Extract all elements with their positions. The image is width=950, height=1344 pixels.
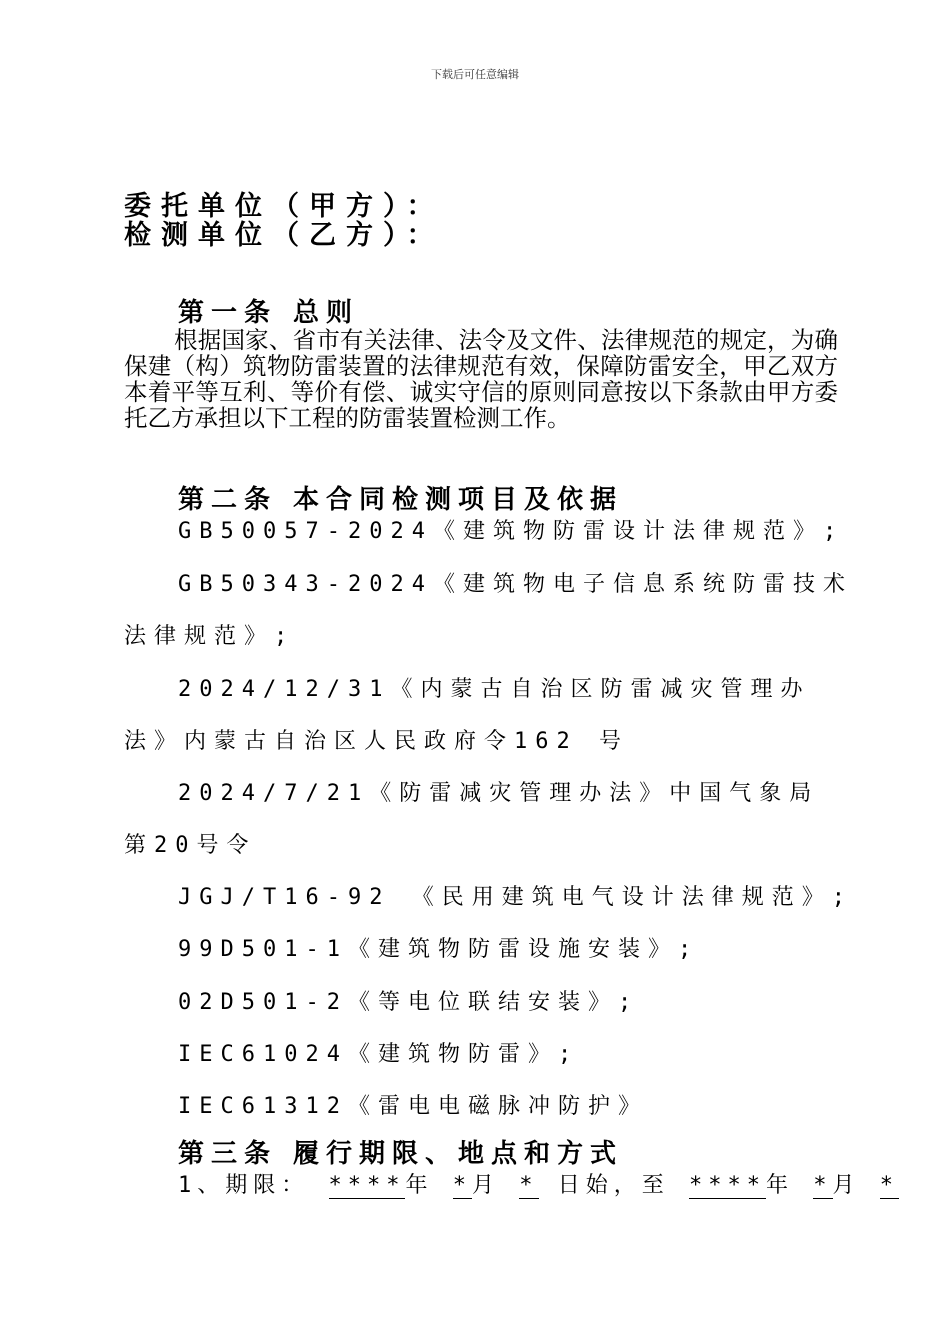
end-year-field[interactable]: **** [689, 1173, 767, 1198]
basis-line: 法》内蒙古自治区人民政府令162 号 [124, 729, 629, 754]
basis-line: 法律规范》; [124, 624, 296, 649]
start-day-field[interactable]: * [519, 1173, 539, 1198]
section2-title: 第二条 本合同检测项目及依据 [178, 485, 624, 515]
section1-title: 第一条 总则 [178, 298, 360, 328]
basis-line: JGJ/T16-92 《民用建筑电气设计法律规范》; [178, 885, 853, 910]
basis-line: IEC61024《建筑物防雷》; [178, 1042, 580, 1067]
section1-body: 根据国家、省市有关法律、法令及文件、法律规范的规定，为确保建（构）筑物防雷装置的法律规范有效，保障防雷安全，甲乙双方本着平等互利、等价有偿、诚实守信的原则同意按以下条款由甲方委托乙方承担以下工程的防雷装置检测工作。 [124, 326, 838, 432]
party-a-label: 委托单位（甲方）： [124, 191, 444, 222]
basis-line: IEC61312《雷电电磁脉冲防护》 [178, 1094, 648, 1119]
basis-line: 02D501-2《等电位联结安装》; [178, 990, 640, 1015]
year-char: 年 [766, 1173, 795, 1198]
basis-line: GB50343-2024《建筑物电子信息系统防雷技术 [178, 572, 853, 597]
start-suffix: 日始，至 [557, 1173, 670, 1198]
month-char: 月 [472, 1173, 501, 1198]
basis-line: 2024/7/21《防雷减灾管理办法》中国气象局 [178, 781, 820, 806]
start-month-field[interactable]: * [452, 1173, 472, 1198]
section3-title: 第三条 履行期限、地点和方式 [178, 1139, 624, 1169]
party-b-label: 检测单位（乙方）： [124, 220, 444, 251]
start-year-field[interactable]: **** [328, 1173, 406, 1198]
basis-line: 第20号令 [124, 833, 257, 858]
year-char: 年 [405, 1173, 434, 1198]
basis-line: 2024/12/31《内蒙古自治区防雷减灾管理办 [178, 677, 811, 702]
month-char: 月 [832, 1173, 861, 1198]
term-line [178, 1168, 899, 1199]
header-note: 下载后可任意编辑 [431, 68, 519, 81]
basis-line: 99D501-1《建筑物防雷设施安装》; [178, 937, 700, 962]
term-prefix: 1、期限： [178, 1173, 310, 1198]
end-month-field[interactable]: * [813, 1173, 833, 1198]
end-day-field[interactable]: * [879, 1173, 900, 1198]
basis-line: GB50057-2024《建筑物防雷设计法律规范》; [178, 519, 845, 544]
